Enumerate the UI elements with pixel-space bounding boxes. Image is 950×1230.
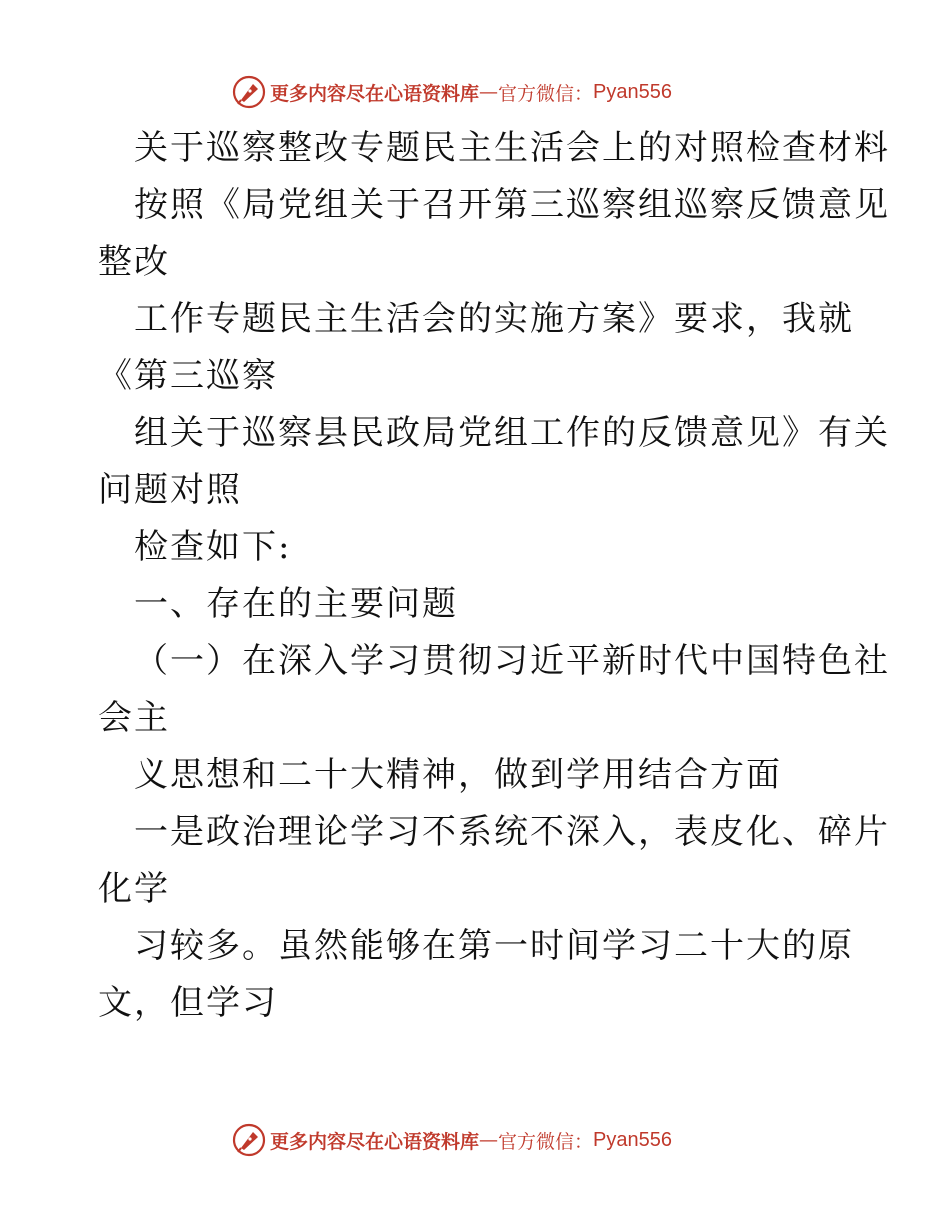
paragraph-line: 问题对照 — [98, 470, 242, 510]
banner-wechat-label: 官方微信： — [498, 82, 594, 105]
paragraph-line: 按照《局党组关于召开第三巡察组巡察反馈意见 — [134, 185, 890, 225]
subsection-heading: （一）在深入学习贯彻习近平新时代中国特色社 — [134, 641, 890, 681]
banner-wechat-label: 官方微信： — [498, 1130, 594, 1153]
banner-separator: — — [479, 81, 499, 103]
paragraph-line: 化学 — [98, 869, 170, 909]
banner-site-text: 更多内容尽在心语资料库 — [270, 82, 480, 105]
document-body — [98, 120, 890, 1032]
paragraph-line: 工作专题民主生活会的实施方案》要求，我就 — [134, 299, 854, 339]
paragraph-line: 文，但学习 — [98, 983, 278, 1023]
paragraph-line: 会主 — [98, 698, 170, 738]
banner-wechat-id: Pyan556 — [593, 1128, 672, 1151]
document-title: 关于巡察整改专题民主生活会上的对照检查材料 — [134, 128, 890, 168]
paragraph-line: 组关于巡察县民政局党组工作的反馈意见》有关 — [134, 413, 890, 453]
banner-separator: — — [479, 1129, 499, 1151]
paragraph-line: 习较多。虽然能够在第一时间学习二十大的原 — [134, 926, 854, 966]
pen-nib-logo-icon — [232, 75, 266, 109]
banner-wechat-id: Pyan556 — [593, 80, 672, 103]
pen-nib-logo-icon — [232, 1123, 266, 1157]
paragraph-line: 《第三巡察 — [98, 356, 278, 396]
paragraph-line: 整改 — [98, 242, 170, 282]
paragraph-line: 义思想和二十大精神，做到学用结合方面 — [134, 755, 782, 795]
header-banner — [232, 72, 672, 112]
banner-site-text: 更多内容尽在心语资料库 — [270, 1130, 480, 1153]
paragraph-line: 检查如下: — [134, 527, 292, 567]
paragraph-line: 一是政治理论学习不系统不深入，表皮化、碎片 — [134, 812, 890, 852]
section-heading: 一、存在的主要问题 — [134, 584, 458, 624]
footer-banner — [232, 1120, 672, 1160]
